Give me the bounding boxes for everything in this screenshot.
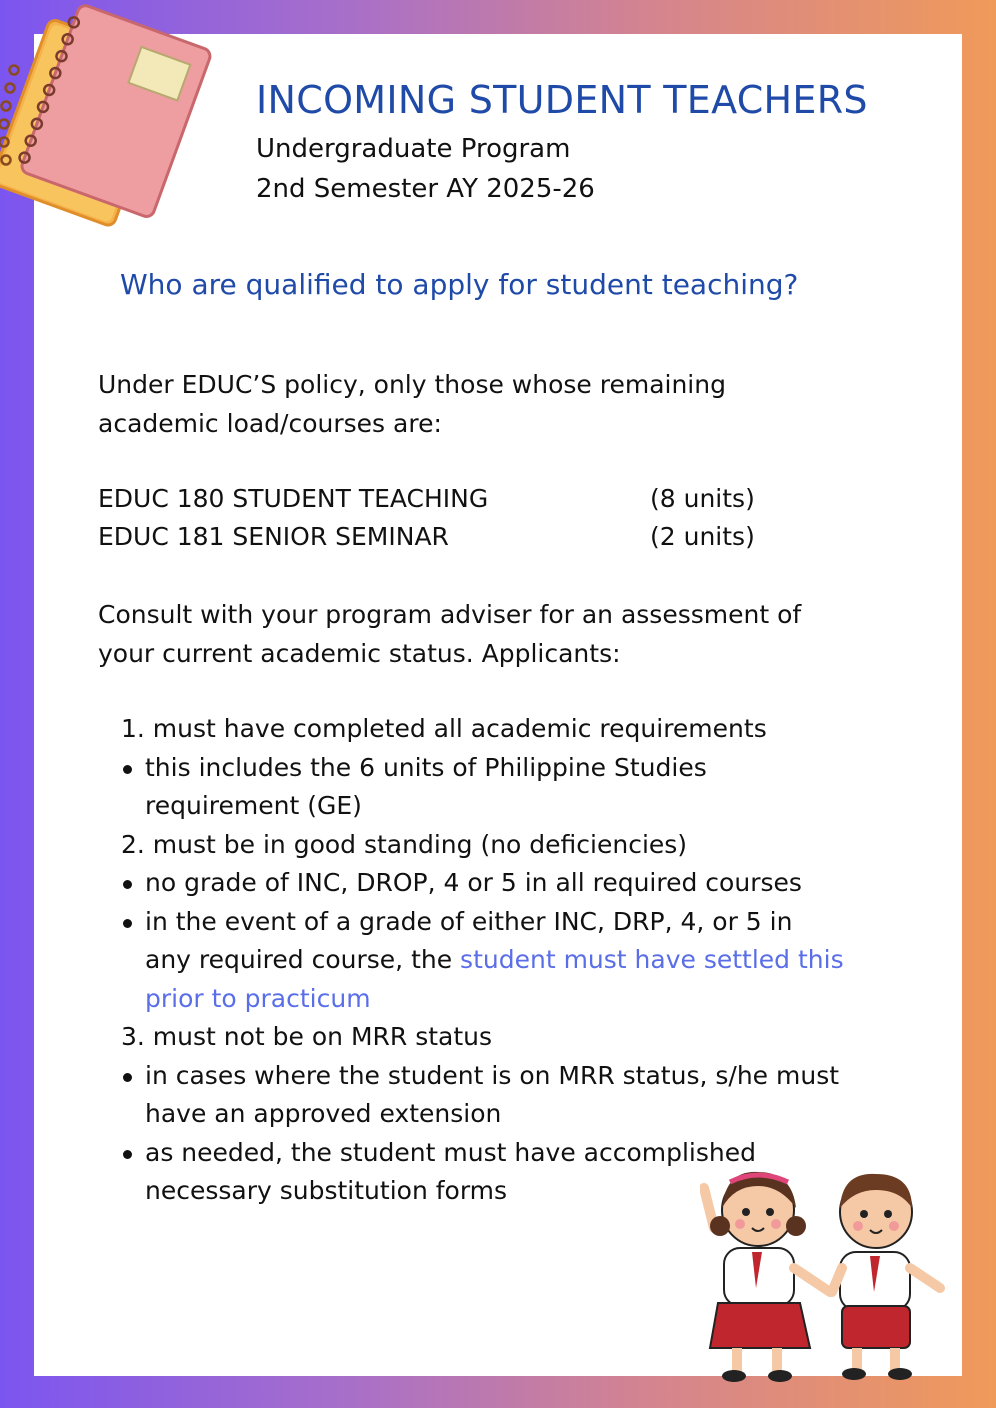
requirement-item: 1. must have completed all academic requirements bbox=[121, 714, 767, 743]
consult-line2: your current academic status. Applicants: bbox=[98, 638, 621, 668]
notebooks-illustration bbox=[0, 0, 260, 250]
requirement-bullet bbox=[0, 864, 890, 903]
bullet-text: necessary substitution forms bbox=[145, 1176, 508, 1205]
bullet-text: in the event of a grade of either INC, DRP, 4, or 5 in bbox=[145, 906, 793, 936]
boy-student-icon bbox=[832, 1174, 940, 1380]
bullet-text: as needed, the student must have accomplished bbox=[145, 1137, 756, 1167]
bullet-text: this includes the 6 units of Philippine Studies bbox=[145, 752, 707, 782]
semester-label: 2nd Semester AY 2025-26 bbox=[256, 174, 595, 204]
course-units: (2 units) bbox=[650, 522, 755, 551]
course-name: EDUC 180 STUDENT TEACHING bbox=[98, 484, 489, 513]
requirement-bullet bbox=[0, 1057, 890, 1134]
program-label: Undergraduate Program bbox=[256, 134, 571, 164]
bullet-text: requirement (GE) bbox=[145, 791, 362, 820]
bullet-icon bbox=[123, 880, 132, 889]
requirements-list bbox=[0, 710, 900, 1211]
bullet-icon bbox=[123, 1073, 132, 1082]
policy-intro-line2: academic load/courses are: bbox=[98, 408, 442, 438]
bullet-text: any required course, the bbox=[145, 945, 461, 974]
bullet-text: no grade of INC, DROP, 4 or 5 in all required courses bbox=[145, 868, 802, 897]
requirement-item: 2. must be in good standing (no deficiencies) bbox=[121, 829, 688, 859]
requirement-bullet bbox=[0, 749, 890, 826]
requirement-item: 3. must not be on MRR status bbox=[121, 1022, 493, 1051]
bullet-icon bbox=[123, 919, 132, 928]
bullet-icon bbox=[123, 1150, 132, 1159]
highlight-text: prior to practicum bbox=[145, 983, 371, 1013]
girl-student-icon bbox=[704, 1172, 830, 1382]
consult-line1: Consult with your program adviser for an assessment of bbox=[98, 600, 802, 629]
course-units: (8 units) bbox=[650, 484, 755, 513]
highlight-text: student must have settled this bbox=[460, 945, 844, 974]
section-question: Who are qualified to apply for student teaching? bbox=[120, 268, 799, 301]
bullet-text: have an approved extension bbox=[145, 1099, 502, 1128]
requirement-bullet bbox=[0, 903, 890, 1019]
policy-intro-line1: Under EDUC’S policy, only those whose remaining bbox=[98, 370, 726, 399]
policy-intro bbox=[98, 366, 898, 443]
students-illustration bbox=[700, 1168, 960, 1388]
bullet-icon bbox=[123, 765, 132, 774]
consult-paragraph bbox=[98, 596, 898, 673]
course-name: EDUC 181 SENIOR SEMINAR bbox=[98, 522, 449, 551]
bullet-text: in cases where the student is on MRR status, s/he must bbox=[145, 1060, 840, 1090]
page-title: INCOMING STUDENT TEACHERS bbox=[256, 78, 868, 122]
